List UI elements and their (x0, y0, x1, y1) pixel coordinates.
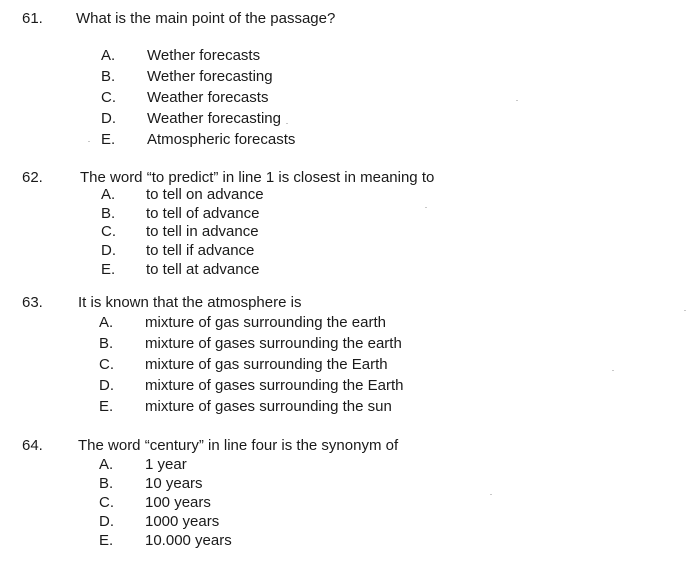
option-text: 10.000 years (145, 532, 232, 549)
option-letter: B. (99, 335, 114, 352)
option-letter: B. (101, 205, 116, 222)
option-letter: A. (99, 456, 114, 473)
scan-speck (516, 100, 518, 101)
option-text: Weather forecasts (147, 89, 269, 106)
question-number: 62. (22, 169, 43, 186)
option-letter: E. (101, 261, 116, 278)
option-letter: D. (101, 110, 116, 127)
scan-speck (286, 123, 288, 124)
option-text: mixture of gases surrounding the earth (145, 335, 402, 352)
question-text: The word “century” in line four is the synonym of (78, 437, 399, 454)
option-letter: A. (101, 47, 116, 64)
option-text: mixture of gas surrounding the earth (145, 314, 386, 331)
option-c[interactable] (0, 89, 694, 110)
scan-speck (425, 207, 427, 208)
option-letter: C. (99, 494, 114, 511)
option-letter: E. (99, 532, 114, 549)
question-number: 63. (22, 294, 43, 311)
question-text: What is the main point of the passage? (76, 10, 336, 27)
option-e[interactable] (0, 131, 694, 152)
option-letter: C. (99, 356, 114, 373)
scan-speck (684, 310, 686, 311)
option-text: Wether forecasts (147, 47, 261, 64)
question-number: 61. (22, 10, 43, 27)
option-text: 1000 years (145, 513, 220, 530)
option-text: to tell in advance (146, 223, 259, 240)
option-letter: E. (99, 398, 114, 415)
option-text: Wether forecasting (147, 68, 273, 85)
option-letter: D. (99, 377, 114, 394)
option-text: to tell if advance (146, 242, 255, 259)
option-d[interactable] (0, 110, 694, 131)
option-text: mixture of gases surrounding the sun (145, 398, 392, 415)
scan-speck (612, 370, 614, 371)
option-letter: C. (101, 223, 116, 240)
option-letter: E. (101, 131, 116, 148)
question-number: 64. (22, 437, 43, 454)
option-text: mixture of gases surrounding the Earth (145, 377, 404, 394)
option-text: 10 years (145, 475, 203, 492)
scan-speck (88, 141, 90, 142)
option-text: to tell at advance (146, 261, 260, 278)
option-text: 1 year (145, 456, 187, 473)
option-letter: D. (101, 242, 116, 259)
option-letter: C. (101, 89, 116, 106)
option-text: to tell on advance (146, 186, 264, 203)
option-b[interactable] (0, 68, 694, 89)
question-text: It is known that the atmosphere is (78, 294, 302, 311)
option-letter: D. (99, 513, 114, 530)
option-text: Atmospheric forecasts (147, 131, 296, 148)
option-letter: A. (101, 186, 116, 203)
scan-speck (490, 494, 492, 495)
option-a[interactable] (0, 47, 694, 68)
option-letter: B. (99, 475, 114, 492)
option-letter: B. (101, 68, 116, 85)
option-text: mixture of gas surrounding the Earth (145, 356, 388, 373)
option-text: Weather forecasting (147, 110, 281, 127)
question-text: The word “to predict” in line 1 is closest in meaning to (80, 169, 435, 186)
option-text: to tell of advance (146, 205, 260, 222)
option-text: 100 years (145, 494, 211, 511)
option-letter: A. (99, 314, 114, 331)
